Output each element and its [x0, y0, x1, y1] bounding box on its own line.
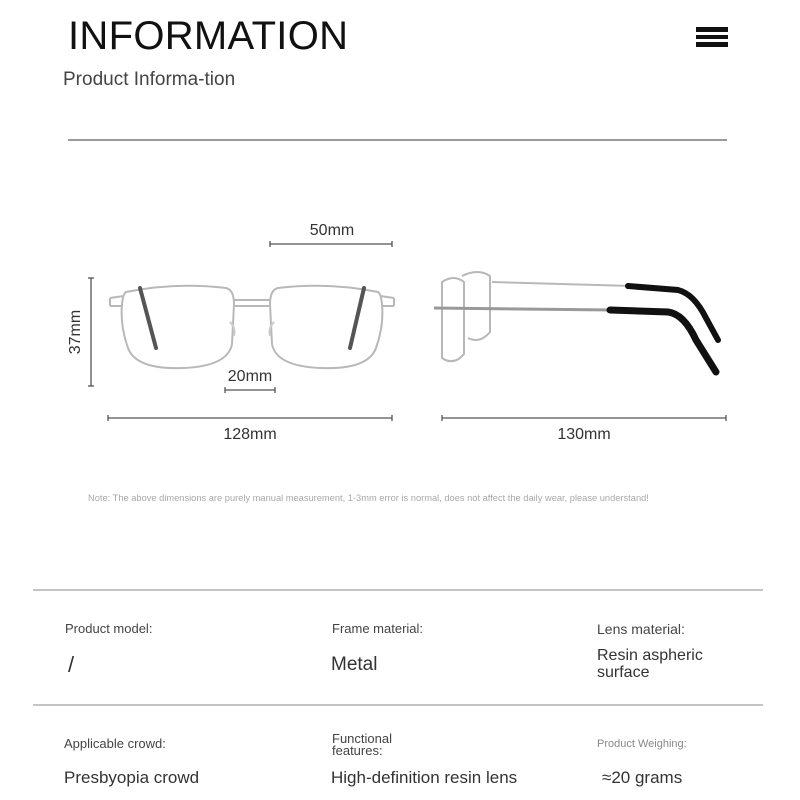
spec-value-functional-features: High-definition resin lens: [331, 768, 518, 787]
lens-width-line: [268, 239, 394, 249]
spec-label-product-weighing: Product Weighing:: [597, 738, 687, 750]
spec-divider-middle: [33, 704, 763, 706]
spec-value-lens-material: Resin aspheric surface: [597, 647, 703, 681]
spec-divider-top: [33, 589, 763, 591]
lens-height-label: 37mm: [67, 309, 84, 355]
spec-value-product-model: /: [68, 652, 75, 677]
page-subtitle: Product Informa-tion: [63, 69, 236, 90]
spec-value-product-weighing: ≈20 grams: [602, 768, 683, 787]
spec-value-applicable-crowd: Presbyopia crowd: [64, 768, 200, 787]
glasses-side-image: [432, 268, 732, 388]
spec-label-product-model: Product model:: [65, 621, 153, 636]
spec-label-functional-features: Functional features:: [332, 731, 392, 758]
temple-length-label: 130mm: [557, 426, 611, 443]
front-view-diagram: [0, 0, 420, 460]
bridge-width-label: 20mm: [227, 368, 273, 385]
glasses-front-image: [106, 276, 398, 372]
bridge-width-line: [223, 385, 277, 395]
frame-width-line: [106, 413, 394, 423]
frame-width-label: 128mm: [223, 426, 277, 443]
lens-width-label: 50mm: [309, 222, 355, 239]
temple-length-line: [440, 413, 728, 423]
spec-label-applicable-crowd: Applicable crowd:: [64, 736, 166, 751]
spec-value-frame-material: Metal: [331, 654, 378, 675]
side-view-diagram: [420, 0, 800, 460]
spec-label-frame-material: Frame material:: [332, 621, 424, 636]
spec-label-lens-material: Lens material:: [597, 621, 685, 637]
page-title: INFORMATION: [68, 14, 349, 58]
lens-height-line: [86, 276, 96, 388]
measurement-note: Note: The above dimensions are purely manual measurement, 1-3mm error is normal, does not affect the daily wear, please understand!: [88, 493, 649, 503]
